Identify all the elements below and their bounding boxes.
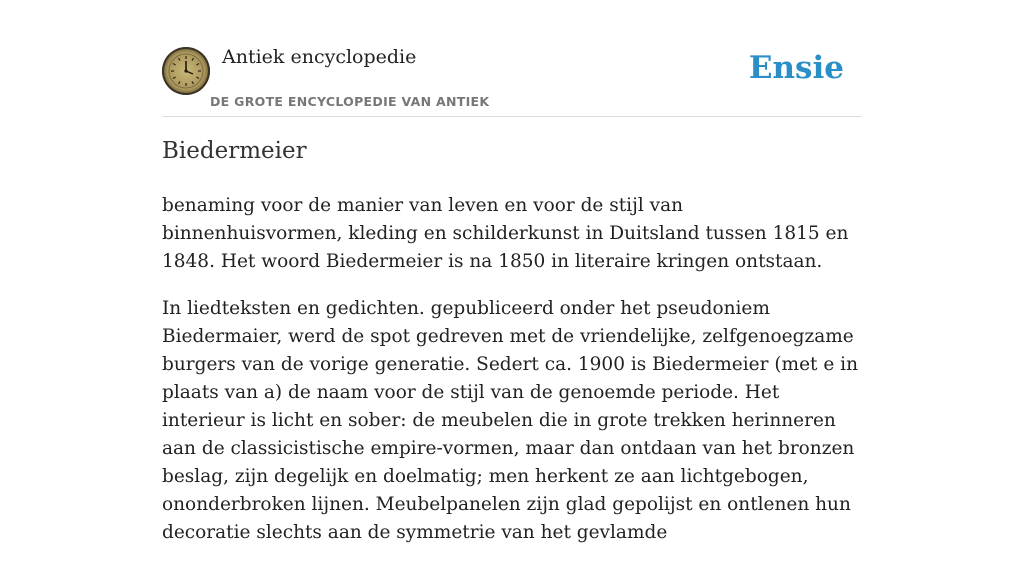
article-body: [162, 192, 862, 566]
site-header: [162, 44, 862, 117]
article-paragraph: benaming voor de manier van leven en voor de stijl van binnenhuisvormen, kleding en schilderkunst in Duitsland tussen 1815 en 1848. Het woord Biedermeier is na 1850 in literaire kringen ontstaan.: [162, 195, 849, 272]
article-paragraph: In liedteksten en gedichten. gepubliceerd onder het pseudoniem Biedermaier, werd de spot gedreven met de vriendelijke, zelfgenoegzame burgers van de vorige generatie. Sedert ca. 1900 is Biedermeier (met e in plaats van a) de naam voor de stijl van de genoemde periode. Het interieur is licht en sober: de meubelen die in grote trekken herinneren aan de classicistische empire-vormen, maar dan ontdaan van het bronzen beslag, zijn degelijk en doelmatig; men herkent ze aan lichtgebogen, ononderbroken lijnen. Meubelpanelen zijn glad gepolijst en ontlenen hun decoratie slechts aan de symmetrie van het gevlamde: [162, 298, 858, 543]
article-title: Biedermeier: [162, 138, 307, 164]
ensie-logo-link[interactable]: Ensie: [748, 50, 844, 86]
site-tagline: DE GROTE ENCYCLOPEDIE VAN ANTIEK: [210, 94, 490, 109]
site-name[interactable]: Antiek encyclopedie: [222, 46, 417, 68]
clock-icon[interactable]: [162, 47, 210, 95]
